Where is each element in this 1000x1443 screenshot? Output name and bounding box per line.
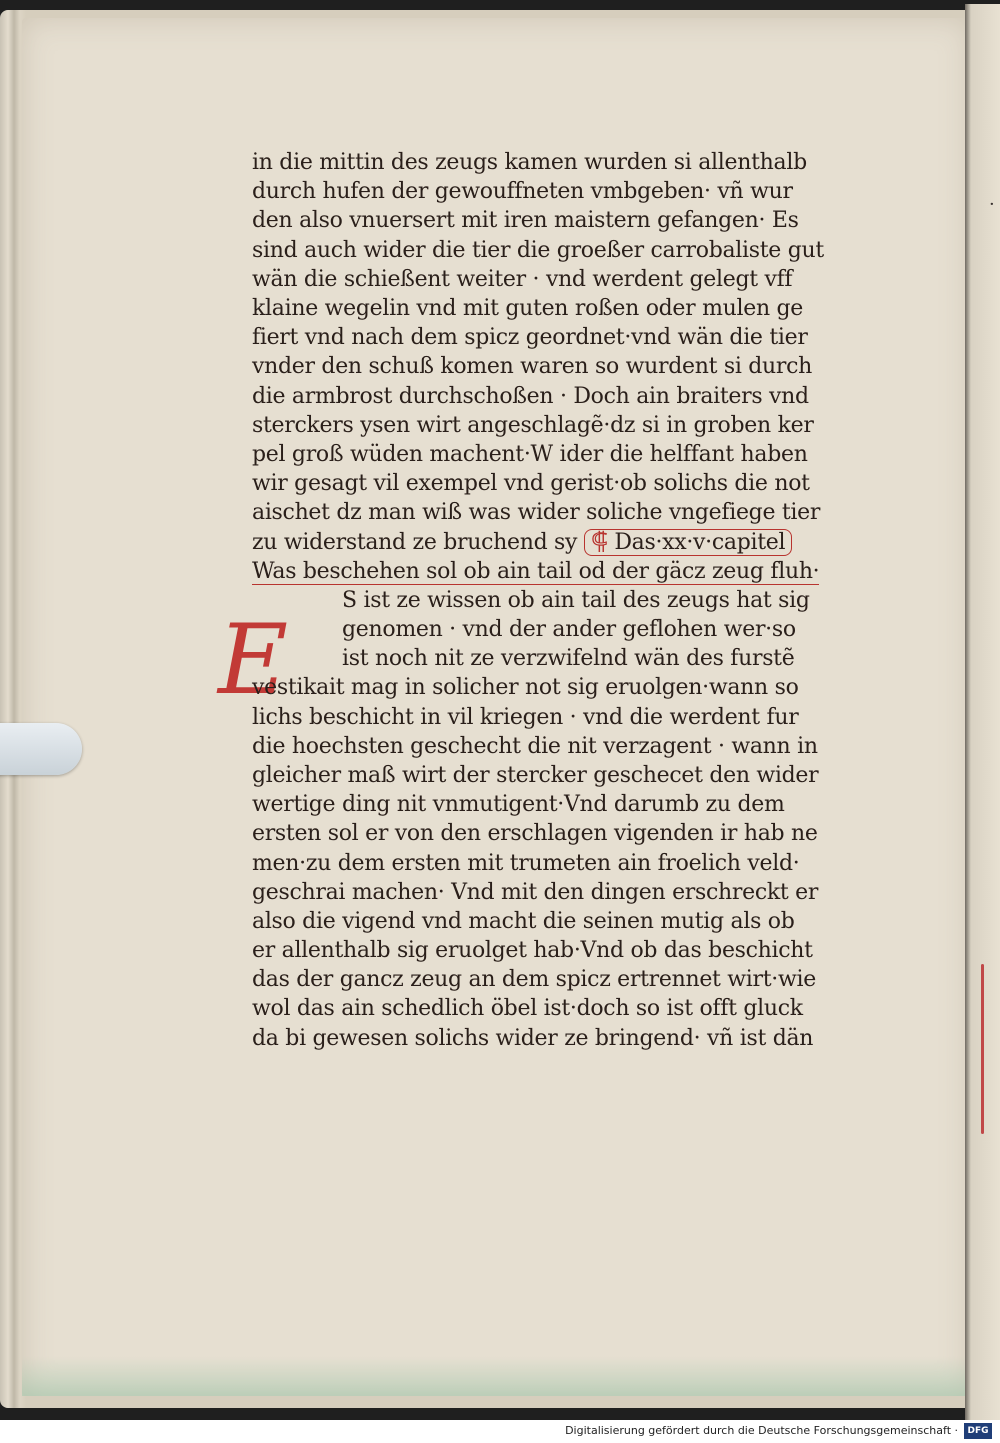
text-line: lichs beschicht in vil kriegen · vnd die werdent fur	[252, 704, 799, 730]
text-line: in die mittin des zeugs kamen wurden si allenthalb	[252, 150, 807, 175]
footer-bar	[0, 1420, 1000, 1443]
text-line: klaine wegelin vnd mit guten roßen oder mulen ge	[252, 295, 804, 321]
text-line: geschrai machen· Vnd mit den dingen erschreckt er	[252, 879, 819, 905]
text-line: also die vigend vnd macht die seinen mutig als ob	[252, 908, 795, 934]
chapter-heading: Was beschehen sol ob ain tail od der gäcz zeug fluh·	[252, 558, 820, 584]
text-line: sind auch wider die tier die groeßer carrobaliste gut	[252, 237, 824, 263]
text-line: fiert vnd nach dem spicz geordnet·vnd wän die tier	[252, 325, 808, 351]
text-line: men·zu dem ersten mit trumeten ain froelich veld·	[252, 850, 800, 876]
text-block	[252, 148, 862, 1053]
text-line: da bi gewesen solichs wider ze bringend· vñ ist dän	[252, 1025, 814, 1051]
text-line: zu widerstand ze bruchend sy	[252, 530, 578, 556]
text-line: er allenthalb sig eruolget hab·Vnd ob das beschicht	[252, 938, 813, 964]
text-line: gleicher maß wirt der stercker geschecet den wider	[252, 762, 819, 788]
text-line: durch hufen der gewouffneten vmbgeben· vñ wur	[252, 179, 793, 205]
chapter-rubric	[584, 529, 792, 556]
text-line: S ist ze wissen ob ain tail des zeugs hat sig	[342, 587, 810, 613]
rubric-line	[252, 527, 862, 556]
text-line: den also vnuersert mit iren maistern gefangen· Es	[252, 208, 799, 234]
text-line: wertige ding nit vnmutigent·Vnd darumb zu dem	[252, 792, 785, 818]
text-line: genomen · vnd der ander geflohen wer·so	[342, 617, 796, 642]
chapter-rubric-text: Das·xx·v·capitel	[614, 530, 786, 556]
funding-credit: Digitalisierung gefördert durch die Deutsche Forschungsgemeinschaft ·	[565, 1424, 958, 1437]
facing-page-rubric-mark	[981, 964, 984, 1134]
text-line: das der gancz zeug an dem spicz ertrennet wirt·wie	[252, 967, 816, 993]
text-line: die armbrost durchschoßen · Doch ain braiters vnd	[252, 383, 809, 409]
text-line: aischet dz man wiß was wider soliche vngefiege tier	[252, 500, 821, 526]
text-line: wir gesagt vil exempel vnd gerist·ob solichs die not	[252, 471, 810, 497]
drop-cap: E	[218, 604, 289, 716]
text-line: die hoechsten geschecht die nit verzagent · wann in	[252, 733, 818, 759]
text-line: vestikait mag in solicher not sig eruolgen·wann so	[252, 675, 799, 701]
pilcrow-mark: ⸿	[590, 527, 608, 556]
text-line: vnder den schuß komen waren so wurdent si durch	[252, 354, 813, 380]
text-line: sterckers ysen wirt angeschlagẽ·dz si in groben ker	[252, 412, 814, 438]
text-line: wol das ain schedlich öbel ist·doch so ist offt gluck	[252, 996, 803, 1022]
page-holder-clip	[0, 723, 82, 775]
text-line: ist noch nit ze verzwifelnd wän des furstẽ	[342, 646, 795, 672]
text-line: pel groß wüden machent·W ider die helffant haben	[252, 441, 808, 467]
chapter-heading-line	[252, 557, 862, 586]
facing-page-glyph: ·	[989, 194, 995, 215]
facing-page-edge	[965, 4, 1000, 1420]
dfg-logo: DFG	[964, 1423, 992, 1439]
text-line: ersten sol er von den erschlagen vigenden ir hab ne	[252, 821, 818, 847]
text-line: wän die schießent weiter · vnd werdent gelegt vff	[252, 266, 793, 292]
